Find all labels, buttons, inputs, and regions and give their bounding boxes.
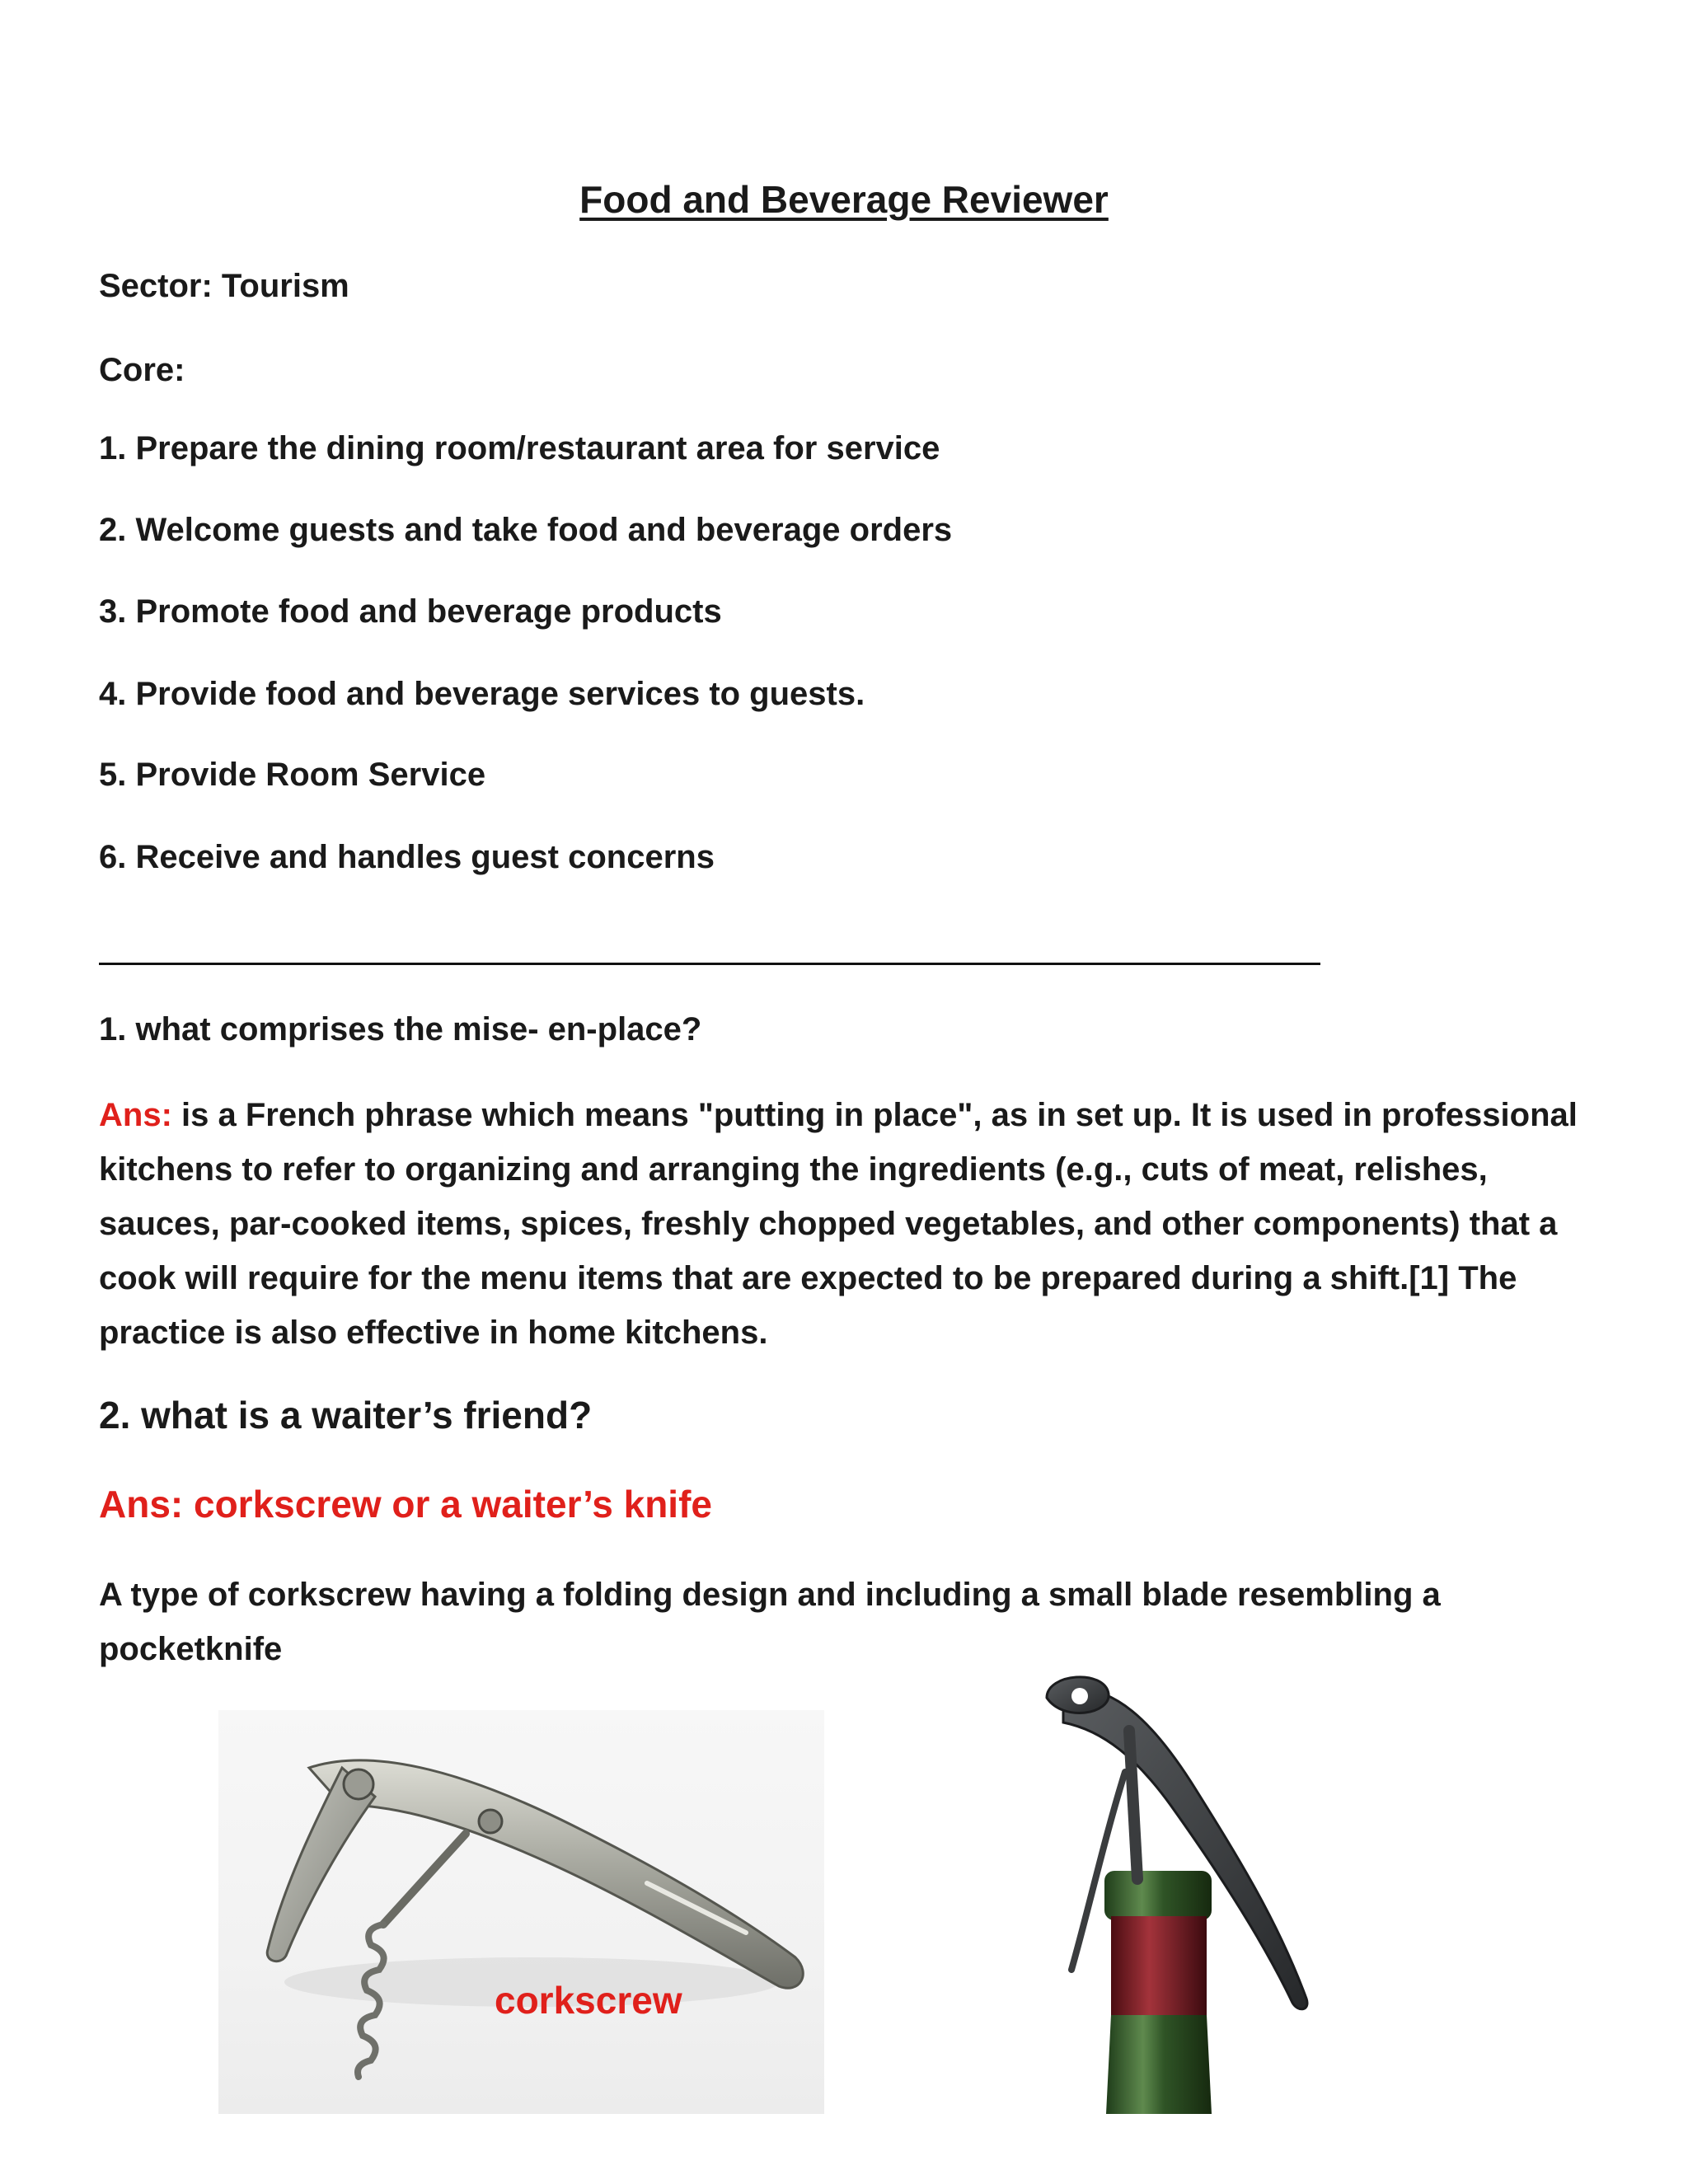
answer-2: Ans: corkscrew or a waiter’s knife [99,1483,712,1526]
core-item: 2. Welcome guests and take food and beverage orders [99,512,953,548]
answer-1 [99,1088,1599,1360]
image-caption: corkscrew [495,1979,682,2022]
page-title: Food and Beverage Reviewer [579,178,1109,221]
corkscrew-bottle-photo [1014,1673,1360,2114]
core-item: 5. Provide Room Service [99,757,486,793]
core-item: 1. Prepare the dining room/restaurant area for service [99,430,940,466]
core-label: Core: [99,352,185,388]
core-item: 3. Promote food and beverage products [99,593,722,630]
waiters-friend-illustration [218,1710,824,2114]
answer-1-label: Ans: [99,1097,172,1133]
waiters-friend-photo [218,1710,824,2114]
core-item: 4. Provide food and beverage services to guests. [99,676,865,712]
corkscrew-description: A type of corkscrew having a folding design and including a small blade resembling a pocketknife [99,1577,1441,1667]
corkscrew-bottle-illustration [1014,1673,1360,2114]
question-1: 1. what comprises the mise- en-place? [99,1011,702,1047]
core-item: 6. Receive and handles guest concerns [99,839,715,875]
section-divider [99,963,1320,965]
sector-line: Sector: Tourism [99,268,349,304]
question-2: 2. what is a waiter’s friend? [99,1394,593,1436]
answer-1-text: is a French phrase which means "putting in place", as in set up. It is used in professional kitchens to refer to organizing and arranging the ingredients (e.g., cuts of meat, relishes, sauces, par-cooked items, spices, freshly chopped vegetables, and other components) that a cook will require for the menu items that are expected to be prepared during a shift.[1] The practice is also effective in home kitchens. [99,1097,1578,1351]
